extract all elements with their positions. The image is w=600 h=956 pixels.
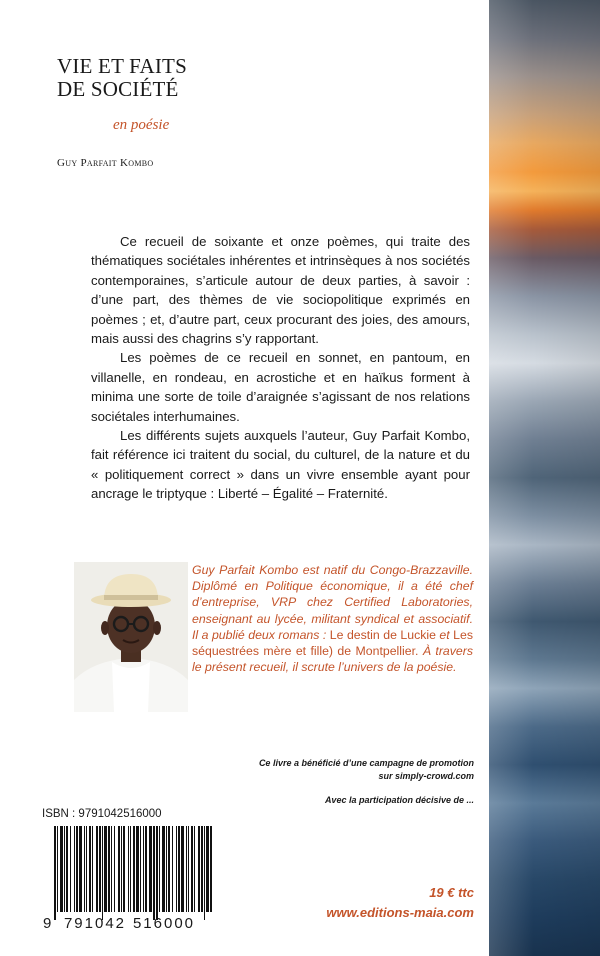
barcode-bar [130,826,131,912]
bio-book-title: Le destin de Luckie [329,627,436,642]
barcode-bar [149,826,152,912]
barcode-bar [57,826,58,912]
barcode-bar [92,826,93,912]
barcode-bar [210,826,212,912]
summary-paragraph: Les différents sujets auxquels l’auteur, Guy Parfait Kombo, fait référence ici traitent du social, du culturel, de la nature et du « politiquement correct » dans un vivre ensemble ayant pour ancrage le triptyque : Liberté – Égalité – Fraternité. [91,428,470,502]
barcode-bar [204,826,205,920]
promo-notice [214,757,474,783]
barcode-bar [188,826,189,912]
barcode-bar [128,826,129,912]
barcode-icon [40,824,216,932]
barcode-bar [102,826,103,920]
barcode-bar [111,826,112,912]
barcode-bar [153,826,155,920]
bio-book-title: Les séquestrées mère et fille) [192,627,473,659]
book-author: Guy Parfait Kombo [57,157,154,169]
barcode-bar [123,826,125,912]
summary-paragraph: Ce recueil de soixante et onze poèmes, qui traite des thématiques sociétales inhérentes et intrinsèques à nos sociétés contemporaines, s’articule autour de deux parties, à savoir : d’une part, des thèmes de vie sociopolitique exprimés en poèmes ; et, d’autre part, ceux procurant des joies, des amours, mais aussi des chagrins s’y rapportant. [91,234,470,347]
barcode-digits-left: 791042 [63,915,127,932]
author-photo [74,562,188,712]
barcode-bar [140,826,141,912]
barcode-bar [118,826,120,912]
book-subtitle: en poésie [113,117,170,133]
barcode-bar [159,826,160,912]
bio-text: Guy Parfait Kombo est natif du Congo-Brazzaville. Diplômé en Politique économique, il a été chef d’entreprise, VRP chez Certified Laboratories, enseignant au lycée, militant syndical et associatif. Il a publié deux romans : [192,563,473,642]
promo-line: sur simply-crowd.com [378,771,474,781]
bio-text: À travers le présent recueil, il scrute l’univers de la poésie. [192,644,474,675]
barcode-bar [70,826,71,912]
bio-text: de Montpellier. [333,644,423,659]
barcode-bar [84,826,85,912]
book-title [57,55,187,101]
price: 19 € ttc [429,885,474,900]
barcode-digit-first: 9 [43,915,52,932]
barcode-bar [79,826,82,912]
barcode-bar [194,826,195,912]
barcode-bar [60,826,63,912]
barcode-bar [74,826,75,912]
barcode-bar [121,826,122,912]
barcode-bar [156,826,158,920]
book-summary [91,232,470,504]
barcode-bar [162,826,165,912]
barcode-bar [143,826,144,912]
barcode-digits-right: 516000 [132,915,196,932]
barcode-bar [89,826,91,912]
barcode-bar [86,826,87,912]
barcode-bar [96,826,98,912]
isbn-label: ISBN : 9791042516000 [42,808,162,820]
barcode-bar [76,826,78,912]
barcode-bar [178,826,180,912]
book-title-line1: VIE ET FAITS [57,54,187,78]
barcode-bar [136,826,139,912]
bio-connector: et [435,627,454,642]
barcode-bar [54,826,56,920]
barcode-bar [104,826,107,912]
barcode-bar [176,826,177,912]
promo-line: Ce livre a bénéficié d’une campagne de promotion [258,758,474,768]
barcode-bar [66,826,68,912]
barcode-bar [168,826,170,912]
barcode-bar [206,826,209,912]
author-portrait-icon [74,562,188,712]
barcode-bar [186,826,187,912]
barcode [40,824,216,932]
book-title-line2: DE SOCIÉTÉ [57,77,179,101]
barcode-bar [191,826,193,912]
barcode-bar [145,826,147,912]
summary-paragraph: Les poèmes de ce recueil en sonnet, en pantoum, en villanelle, en rondeau, en acrostiche et en haïkus forment à minima une sorte de toile d’araignée s’agissant de nos relations sociétales interhumaines. [91,350,470,424]
author-bio [192,562,473,675]
participation-notice: Avec la participation décisive de ... [324,795,474,805]
barcode-bar [99,826,101,912]
barcode-bar [198,826,200,912]
cover-photo-strip-overlay [489,0,600,956]
barcode-bar [114,826,115,912]
barcode-bar [64,826,65,912]
barcode-bar [201,826,203,912]
barcode-bar [166,826,167,912]
barcode-bar [181,826,184,912]
publisher-website[interactable]: www.editions-maia.com [326,905,474,920]
barcode-bar [172,826,173,912]
barcode-bar [108,826,110,912]
barcode-bar [133,826,135,912]
